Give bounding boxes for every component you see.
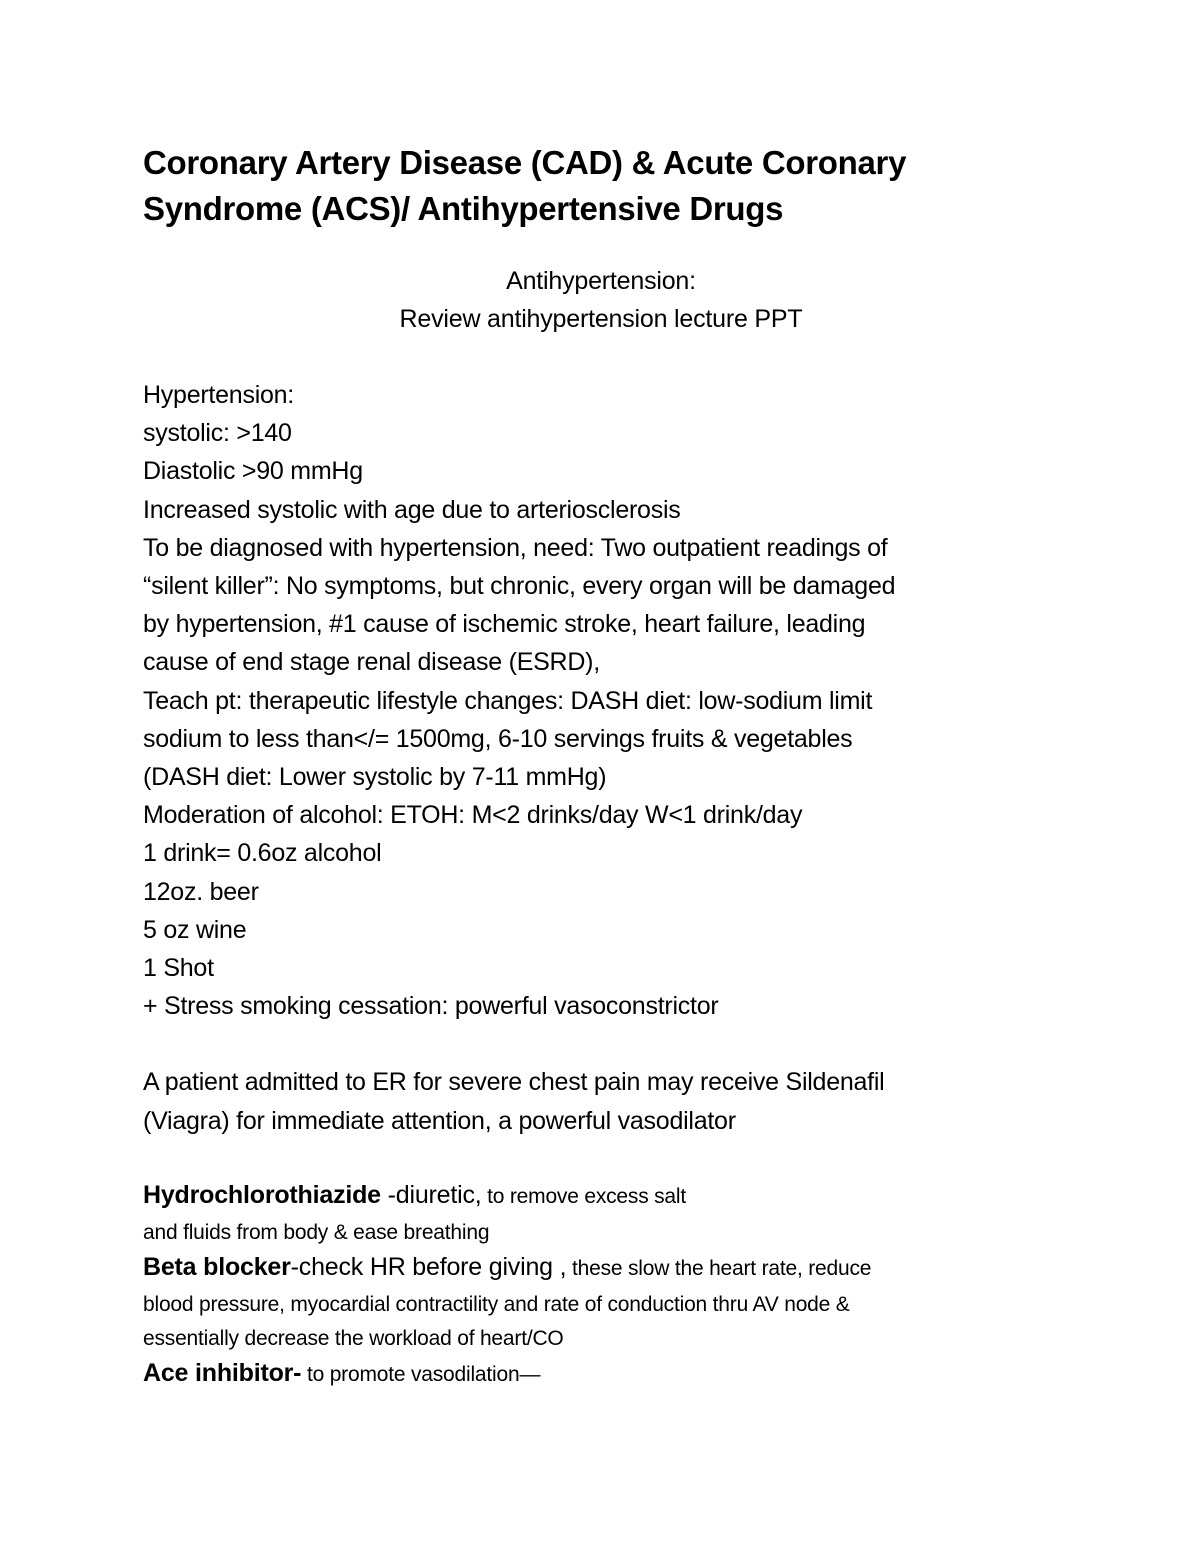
drug-description: these slow the heart rate, reduce: [566, 1256, 872, 1280]
spacer: [143, 338, 1103, 376]
text-line: Moderation of alcohol: ETOH: M<2 drinks/day W<1 drink/day: [143, 801, 803, 830]
hypertension-section: [143, 376, 1103, 1025]
text-line: sodium to less than</= 1500mg, 6-10 servings fruits & vegetables: [143, 724, 853, 753]
drug-ace-inhibitor: [143, 1356, 1103, 1394]
drug-description: to promote vasodilation—: [301, 1362, 541, 1386]
text-line: Increased systolic with age due to arteriosclerosis: [143, 495, 681, 524]
text-line: + Stress smoking cessation: powerful vasoconstrictor: [143, 992, 719, 1021]
title-line-1: Coronary Artery Disease (CAD) & Acute Coronary: [143, 144, 907, 181]
text-line: by hypertension, #1 cause of ischemic stroke, heart failure, leading: [143, 610, 866, 639]
text-line: Hypertension:: [143, 381, 294, 409]
drug-hctz: [143, 1178, 1103, 1216]
drug-instruction: -check HR before giving ,: [290, 1252, 567, 1281]
subheading-line-1: Antihypertension:: [506, 267, 696, 295]
text-line: 12oz. beer: [143, 877, 259, 906]
text-line: Teach pt: therapeutic lifestyle changes: DASH diet: low-sodium limit: [143, 686, 873, 715]
subheading: [143, 262, 1059, 338]
text-line: Diastolic >90 mmHg: [143, 457, 363, 486]
document-page: [143, 140, 1103, 1394]
text-line: systolic: >140: [143, 419, 292, 448]
drug-class: -diuretic,: [380, 1180, 482, 1209]
title-line-2: Syndrome (ACS)/ Antihypertensive Drugs: [143, 190, 784, 227]
er-note: [143, 1063, 1103, 1139]
drug-list: [143, 1178, 1103, 1394]
text-line: “silent killer”: No symptoms, but chronic, every organ will be damaged: [143, 572, 896, 601]
text-line: 1 Shot: [143, 954, 214, 983]
text-line: (DASH diet: Lower systolic by 7-11 mmHg): [143, 763, 607, 792]
drug-name: Ace inhibitor-: [143, 1358, 302, 1387]
drug-name: Beta blocker: [143, 1252, 291, 1281]
drug-name: Hydrochlorothiazide: [143, 1180, 381, 1209]
document-title: [143, 140, 1103, 232]
drug-description-line: blood pressure, myocardial contractility and rate of conduction thru AV node &: [143, 1292, 850, 1316]
text-line: cause of end stage renal disease (ESRD),: [143, 648, 600, 677]
drug-description: to remove excess salt: [481, 1184, 687, 1208]
spacer: [143, 1025, 1103, 1063]
text-line: A patient admitted to ER for severe chest pain may receive Sildenafil: [143, 1068, 885, 1097]
text-line: 1 drink= 0.6oz alcohol: [143, 839, 382, 868]
text-line: To be diagnosed with hypertension, need: Two outpatient readings of: [143, 533, 888, 562]
drug-beta-blocker: [143, 1250, 1103, 1288]
subheading-line-2: Review antihypertension lecture PPT: [399, 305, 803, 333]
drug-description-line: essentially decrease the workload of heart/CO: [143, 1326, 564, 1350]
drug-description-line: and fluids from body & ease breathing: [143, 1220, 490, 1244]
text-line: (Viagra) for immediate attention, a powerful vasodilator: [143, 1106, 736, 1135]
text-line: 5 oz wine: [143, 915, 247, 944]
